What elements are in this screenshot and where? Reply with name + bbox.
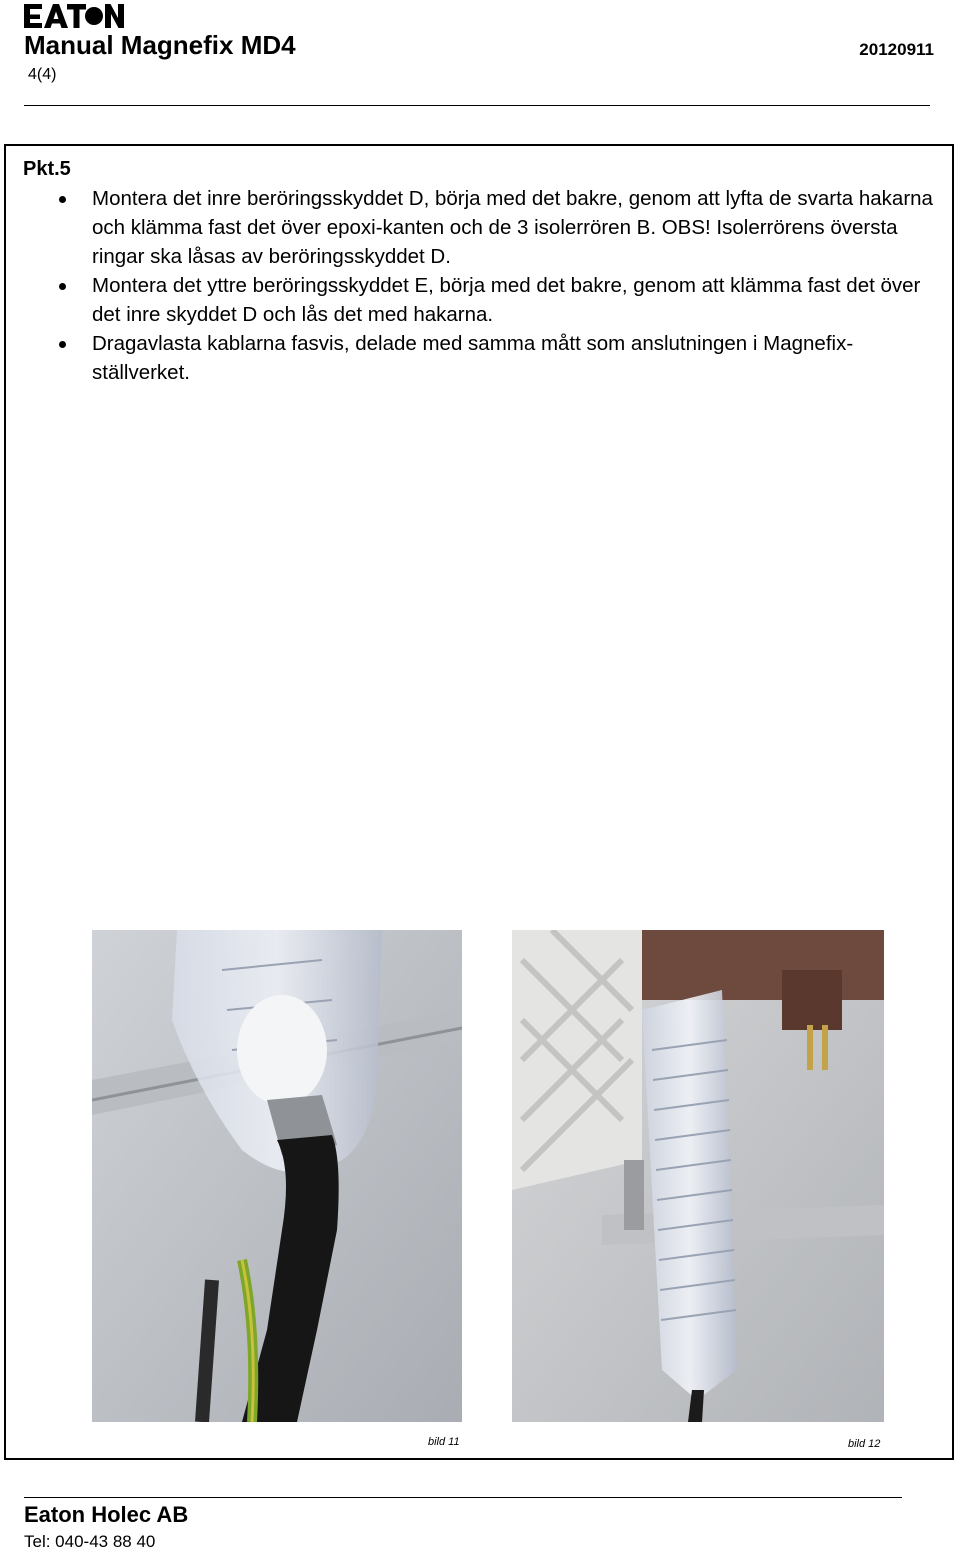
photo-bild-11 <box>92 930 462 1422</box>
list-item-text: Montera det yttre beröringsskyddet E, börja med det bakre, genom att klämma fast det över det inre skyddet D och lås det med hakarna. <box>92 274 921 326</box>
bullet-icon <box>59 283 66 290</box>
document-title: Manual Magnefix MD4 <box>24 30 296 60</box>
page-number: 4(4) <box>28 66 57 83</box>
figure-caption: bild 11 <box>428 1436 460 1448</box>
header-rule <box>24 105 930 106</box>
bullet-icon <box>59 196 66 203</box>
list-item <box>6 271 952 329</box>
footer-rule <box>24 1497 902 1498</box>
instruction-list <box>6 184 952 387</box>
section-label: Pkt.5 <box>23 158 71 180</box>
list-item-text: Dragavlasta kablarna fasvis, delade med samma mått som anslutningen i Magnefix-ställverket. <box>92 332 854 384</box>
list-item <box>6 329 952 387</box>
content-frame <box>4 144 954 1460</box>
list-item <box>6 184 952 271</box>
figure-caption: bild 12 <box>848 1438 881 1450</box>
footer-company: Eaton Holec AB <box>24 1502 189 1527</box>
bullet-icon <box>59 341 66 348</box>
eaton-logo <box>24 2 124 30</box>
photo-bild-12 <box>512 930 884 1422</box>
footer-telephone: Tel: 040-43 88 40 <box>24 1532 156 1551</box>
list-item-text: Montera det inre beröringsskyddet D, börja med det bakre, genom att lyfta de svarta hakarna och klämma fast det över epoxi-kanten och de 3 isolerrören B. OBS! Isolerrörens översta ringar ska låsas av beröringsskyddet D. <box>92 187 933 268</box>
document-date: 20120911 <box>859 40 934 59</box>
